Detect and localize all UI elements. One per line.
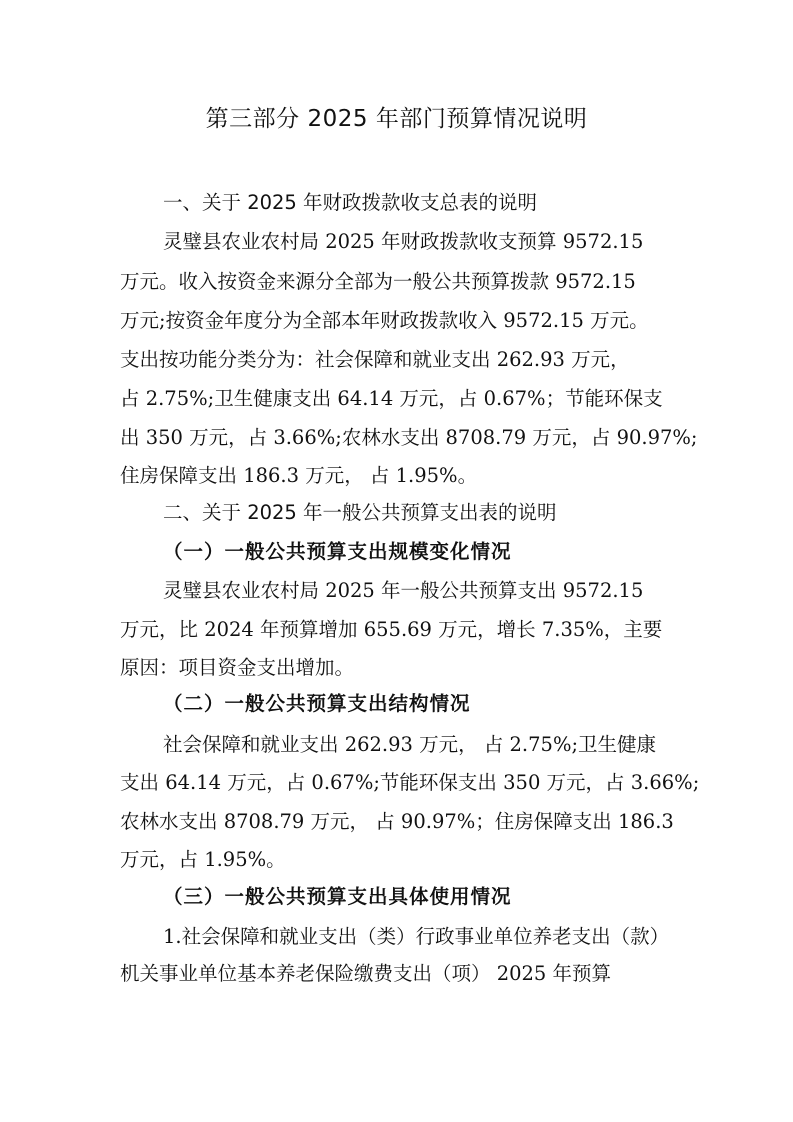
paragraph-line: 机关事业单位基本养老保险缴费支出（项） 2025 年预算 — [120, 962, 612, 985]
page-title: 第三部分 2025 年部门预算情况说明 — [205, 106, 588, 132]
subsection-heading-2: （二）一般公共预算支出结构情况 — [163, 692, 471, 715]
paragraph-line: 住房保障支出 186.3 万元， 占 1.95%。 — [120, 464, 478, 487]
paragraph-line: 万元，占 1.95%。 — [120, 848, 286, 871]
section-heading-2: 二、关于 2025 年一般公共预算支出表的说明 — [163, 501, 557, 524]
paragraph-line: 万元。收入按资金来源分全部为一般公共预算拨款 9572.15 — [120, 270, 636, 293]
subsection-heading-3: （三）一般公共预算支出具体使用情况 — [163, 885, 512, 908]
paragraph-line: 灵璧县农业农村局 2025 年财政拨款收支预算 9572.15 — [163, 230, 644, 253]
paragraph-line: 支出按功能分类分为：社会保障和就业支出 262.93 万元， — [120, 348, 630, 371]
paragraph-line: 出 350 万元，占 3.66%;农林水支出 8708.79 万元，占 90.97%; — [120, 426, 698, 449]
paragraph-line: 万元;按资金年度分为全部本年财政拨款收入 9572.15 万元。 — [120, 309, 649, 332]
paragraph-line: 社会保障和就业支出 262.93 万元， 占 2.75%;卫生健康 — [163, 733, 657, 756]
paragraph-line: 支出 64.14 万元，占 0.67%;节能环保支出 350 万元，占 3.66%; — [120, 771, 700, 794]
paragraph-line: 占 2.75%;卫生健康支出 64.14 万元，占 0.67%；节能环保支 — [120, 387, 663, 410]
subsection-heading-1: （一）一般公共预算支出规模变化情况 — [163, 540, 512, 563]
section-heading-1: 一、关于 2025 年财政拨款收支总表的说明 — [163, 191, 538, 214]
paragraph-line: 灵璧县农业农村局 2025 年一般公共预算支出 9572.15 — [163, 579, 644, 602]
paragraph-line: 原因：项目资金支出增加。 — [120, 656, 355, 679]
paragraph-line: 万元，比 2024 年预算增加 655.69 万元，增长 7.35%，主要 — [120, 618, 663, 641]
paragraph-line: 1.社会保障和就业支出（类）行政事业单位养老支出（款） — [163, 925, 670, 948]
paragraph-line: 农林水支出 8708.79 万元， 占 90.97%；住房保障支出 186.3 — [120, 810, 674, 833]
